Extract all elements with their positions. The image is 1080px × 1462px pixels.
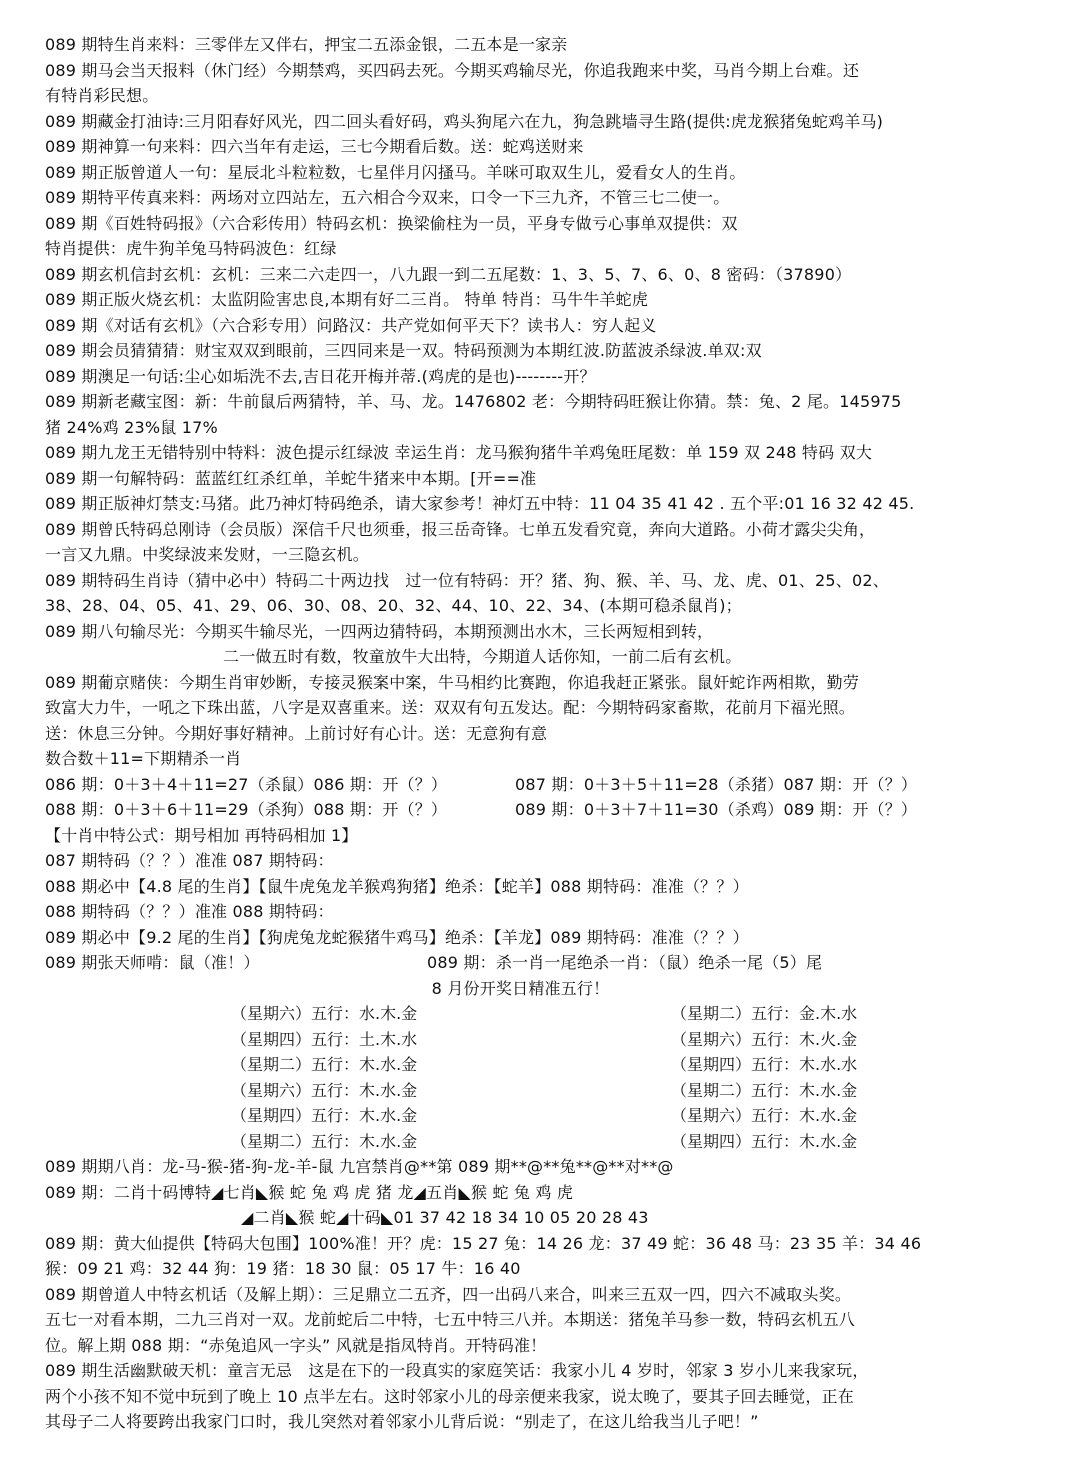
text-line: 087 期特码（？？）准准 087 期特码：	[45, 851, 334, 870]
wuxing-cell: （星期二）五行：木.水.金	[671, 1080, 858, 1100]
text-line: 089 期神算一句来料：四六当年有走运，三七今期看后数。送：蛇鸡送财来	[45, 137, 584, 156]
text-line-indented: 二一做五时有数，牧童放牛大出特，今期道人话你知，一前二后有玄机。	[223, 647, 742, 666]
text-line: 088 期特码（？？）准准 088 期特码：	[45, 902, 334, 921]
text-line: 089 期：二肖十码博特◢七肖◣猴 蛇 兔 鸡 虎 猪 龙◢五肖◣猴 蛇 兔 鸡 虎	[45, 1182, 574, 1202]
wuxing-cell: （星期四）五行：土.木.水	[231, 1029, 418, 1049]
text-line: 089 期九龙王无错特别中特料：波色提示红绿波 幸运生肖：龙马猴狗猪牛羊鸡兔旺尾数：单 159 双 248 特码 双大	[45, 443, 873, 462]
text-line: 089 期特码生肖诗（猜中必中）特码二十两边找 过一位有特码：开？猪、狗、猴、羊、马、龙、虎、01、25、02、	[45, 570, 889, 590]
wuxing-title: 8 月份开奖日精准五行！	[431, 978, 610, 998]
section-pujing-lines	[45, 670, 1056, 772]
text-line: 致富大力牛，一吼之下珠出蓝，八字是双喜重来。送：双双有句五发达。配：今期特码家畜欺，花前月下福光照。	[45, 698, 856, 717]
text-line: 089 期曾氏特码总刚诗（会员版）深信千尺也须垂，报三岳奇锋。七单五发看究竟，奔向大道路。小荷才露尖尖角，	[45, 519, 876, 539]
wuxing-cell: （星期六）五行：木.火.金	[671, 1029, 858, 1049]
text-line: 送：休息三分钟。今期好事好精神。上前讨好有心计。送：无意狗有意	[45, 723, 548, 743]
text-line: 数合数＋11=下期精杀一肖	[45, 749, 242, 768]
zhang-tianshi-row	[45, 950, 1056, 976]
text-line: 089 期藏金打油诗:三月阳春好风光，四二回头看好码，鸡头狗尾六在九，狗急跳墙寻生路(提供:虎龙猴猪兔蛇鸡羊马)	[45, 111, 884, 131]
text-line: 089 期特生肖来料：三零伴左又伴右，押宝二五添金银，二五本是一家亲	[45, 35, 568, 54]
wuxing-cell: （星期六）五行：水.木.金	[231, 1004, 418, 1023]
wuxing-cell: （星期六）五行：木.水.金	[671, 1106, 858, 1125]
text-line: 089 期期八肖：龙-马-猴-猪-狗-龙-羊-鼠 九宫禁肖@**第 089 期**@**兔**@**对**@	[45, 1157, 674, 1176]
formula-left: 088 期：0＋3＋6＋11=29（杀狗）088 期：开（？）	[45, 800, 448, 819]
text-line: 089 期必中【9.2 尾的生肖】【狗虎兔龙蛇猴猪牛鸡马】绝杀：【羊龙】089 期特码：准准（？？）	[45, 927, 749, 947]
text-line: 089 期《对话有玄机》（六合彩专用）问路汉：共产党如何平天下？读书人：穷人起义	[45, 315, 657, 335]
formula-right: 087 期：0＋3＋5＋11=28（杀猪）087 期：开（？）	[515, 774, 918, 794]
text-line: 两个小孩不知不觉中玩到了晚上 10 点半左右。这时邻家小儿的母亲便来我家，说太晚了，要其子回去睡觉，正在	[45, 1386, 854, 1406]
text-line: 有特肖彩民想。	[45, 86, 159, 105]
text-line: 089 期澳足一句话:尘心如垢洗不去,吉日花开梅并蒂.(鸡虎的是也)--------开？	[45, 366, 596, 386]
text-line: 089 期生活幽默破天机：童言无忌 这是在下的一段真实的家庭笑话：我家小儿 4 岁时，邻家 3 岁小儿来我家玩，	[45, 1361, 869, 1380]
text-line: 089 期正版曾道人一句：星辰北斗粒粒数，七星伴月闪搔马。羊咪可取双生儿，爱看女人的生肖。	[45, 162, 746, 182]
wuxing-cell: （星期二）五行：木.水.金	[231, 1131, 418, 1151]
text-line: 089 期玄机信封玄机：玄机：三来二六走四一，八九跟一到二五尾数：1、3、5、7、6、0、8 密码：（37890）	[45, 264, 852, 284]
text-line: 089 期新老藏宝图：新：牛前鼠后两猜特，羊、马、龙。1476802 老：今期特码旺猴让你猜。禁：兔、2 尾。145975	[45, 392, 902, 411]
text-line-indented-two: ◢二肖◣猴 蛇◢十码◣01 37 42 18 34 10 05 20 28 43	[241, 1208, 649, 1227]
text-line: 089 期正版火烧玄机：太监阴险害忠良,本期有好二三肖。 特单 特肖：马牛牛羊蛇虎	[45, 290, 649, 309]
text-line: 位。解上期 088 期：“赤兔追风一字头” 风就是指凤特肖。开特码准！	[45, 1335, 547, 1355]
text-line: 089 期：黄大仙提供【特码大包围】100%准！开？虎：15 27 兔：14 26 龙：37 49 蛇：36 48 马：23 35 羊：34 46	[45, 1233, 922, 1253]
zhang-right: 089 期：杀一肖一尾绝杀一肖：（鼠）绝杀一尾（5）尾	[427, 953, 823, 972]
wuxing-cell: （星期四）五行：木.水.金	[671, 1131, 858, 1151]
text-line: 089 期葡京赌侠：今期生肖审妙断，专接灵猴案中案，牛马相约比赛跑，你追我赶正紧张。鼠奸蛇诈两相欺，勤劳	[45, 672, 860, 692]
text-line: 38、28、04、05、41、29、06、30、08、20、32、44、10、22、34、(本期可稳杀鼠肖)；	[45, 596, 742, 615]
text-line: 089 期八句输尽光：今期买牛输尽光，一四两边猜特码，本期预测出水木，三长两短相到转，	[45, 621, 714, 641]
wuxing-cell: （星期四）五行：木.水.水	[671, 1055, 858, 1074]
wuxing-cell: （星期二）五行：金.木.水	[671, 1004, 858, 1023]
wuxing-cell: （星期六）五行：木.水.金	[231, 1080, 418, 1100]
text-line: 猴：09 21 鸡：32 44 狗：19 猪：18 30 鼠：05 17 牛：16 40	[45, 1259, 521, 1278]
formula-row	[45, 772, 1056, 798]
formula-row	[45, 797, 1056, 823]
wuxing-cell: （星期四）五行：木.水.金	[231, 1106, 418, 1125]
section-tenxiao-lines	[45, 823, 1056, 951]
wuxing-table	[45, 1001, 1056, 1154]
text-line: 089 期特平传真来料：两场对立四站左，五六相合今双来，口令一下三九齐，不管三七二使一。	[45, 188, 730, 207]
zhang-left: 089 期张天师啃：鼠（准！）	[45, 953, 260, 972]
section-eight-xiao-lines	[45, 1154, 1056, 1205]
text-line: 其母子二人将要跨出我家门口时，我儿突然对着邻家小儿背后说：“别走了，在这儿给我当儿子吧！”	[45, 1412, 759, 1431]
text-line: 【十肖中特公式：期号相加 再特码相加 1】	[45, 825, 358, 845]
section-prediction-lines	[45, 32, 1056, 644]
formula-left: 086 期：0＋3＋4＋11=27（杀鼠）086 期：开（？）	[45, 774, 448, 794]
text-line: 088 期必中【4.8 尾的生肖】【鼠牛虎兔龙羊猴鸡狗猪】绝杀：【蛇羊】088 期特码：准准（？？）	[45, 876, 749, 896]
section-formula-rows	[45, 772, 1056, 823]
text-line: 五七一对看本期，二九三肖对一双。龙前蛇后二中特，七五中特三八并。本期送：猪兔羊马参一数，特码玄机五八	[45, 1310, 856, 1329]
wuxing-cell: （星期二）五行：木.水.金	[231, 1055, 418, 1074]
text-line: 089 期正版神灯禁支:马猪。此乃神灯特码绝杀，请大家参考！神灯五中特：11 04 35 41 42 . 五个平:01 16 32 42 45.	[45, 494, 915, 513]
text-line: 一言又九鼎。中奖绿波来发财，一三隐玄机。	[45, 545, 370, 564]
text-line: 089 期会员猜猜猜：财宝双双到眼前，三四同来是一双。特码预测为本期红波.防蓝波杀绿波.单双:双	[45, 341, 762, 360]
text-line: 猪 24%鸡 23%鼠 17%	[45, 417, 218, 437]
text-line: 特肖提供：虎牛狗羊兔马特码波色：红绿	[45, 239, 337, 258]
section-closing-lines	[45, 1231, 1056, 1435]
text-line: 089 期马会当天报料（休门经）今期禁鸡，买四码去死。今期买鸡输尽光，你追我跑来中奖，马肖今期上台难。还	[45, 60, 860, 80]
formula-right: 089 期：0＋3＋7＋11=30（杀鸡）089 期：开（？）	[515, 800, 918, 819]
text-line: 089 期《百姓特码报》（六合彩传用）特码玄机：换梁偷柱为一员，平身专做亏心事单双提供：双	[45, 213, 738, 233]
text-line: 089 期曾道人中特玄机话（及解上期）：三足鼎立二五齐，四一出码八来合，叫来三五双一四，四六不减取头奖。	[45, 1284, 852, 1304]
text-line: 089 期一句解特码：蓝蓝红红杀红单，羊蛇牛猪来中本期。[开==准	[45, 468, 537, 488]
